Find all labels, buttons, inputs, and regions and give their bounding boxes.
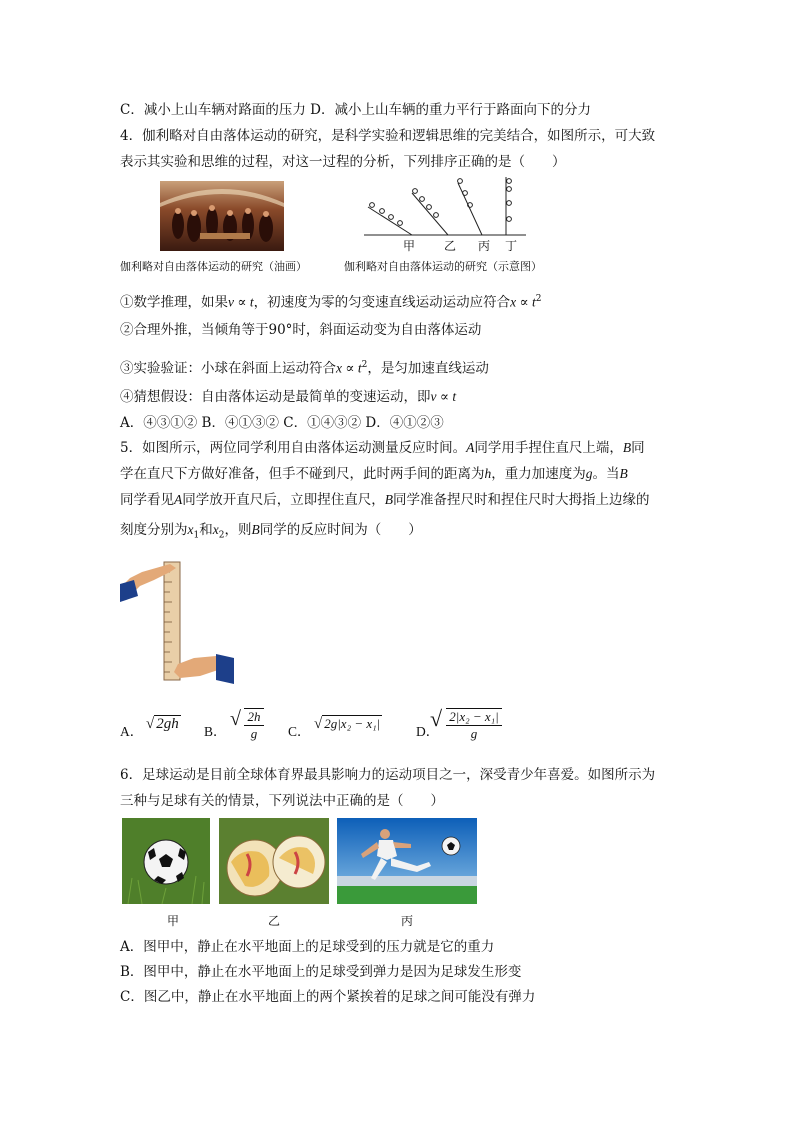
soccer-label-jia: 甲 [167,914,180,928]
q5-stem-line2: 学在直尺下方做好准备，但手不碰到尺，此时两手间的距离为h，重力加速度为g。当B [120,466,628,482]
soccer-image-bing [337,818,477,904]
soccer-image-jia [122,818,210,904]
diagram-label-jia: 甲 [403,239,416,253]
q4-stem-line1: 4．伽利略对自由落体运动的研究，是科学实验和逻辑思维的完美结合，如图所示，可大致 [120,128,656,144]
q6-option-c: C．图乙中，静止在水平地面上的两个紧挨着的足球之间可能没有弹力 [120,989,536,1005]
q5-option-d-label: D． [416,724,440,739]
diagram-label-bing: 丙 [478,239,491,253]
soccer-image-yi [219,818,329,904]
q5-option-c-sqrt: √ 2g|x₂ − x₁| [314,716,381,732]
soccer-label-bing: 丙 [401,914,414,928]
q6-option-a: A．图甲中，静止在水平地面上的足球受到的压力就是它的重力 [120,939,495,955]
q5-stem-line4: 刻度分别为$x_1$和$x_2$，则B同学的反应时间为（ ） [120,522,422,541]
q5-option-b-sqrt: √ [230,708,241,730]
diagram-caption: 伽利略对自由落体运动的研究（示意图） [344,260,542,273]
q3-option-cd: C．减小上山车辆对路面的压力 D．减小上山车辆的重力平行于路面向下的分力 [120,102,591,118]
q6-stem-line1: 6．足球运动是目前全球体育界最具影响力的运动项目之一，深受青少年喜爱。如图所示为 [120,767,656,783]
diagram-label-yi: 乙 [444,239,457,253]
q6-option-b: B．图甲中，静止在水平地面上的足球受到弹力是因为足球发生形变 [120,964,522,980]
q5-option-c-label: C． [288,724,311,739]
q4-stem-line2: 表示其实验和思维的过程，对这一过程的分析，下列排序正确的是（ ） [120,154,566,170]
painting-caption: 伽利略对自由落体运动的研究（油画） [120,260,307,273]
soccer-label-yi: 乙 [268,914,281,928]
ruler-hands-image [120,558,236,688]
galileo-painting-image [160,181,284,251]
q5-stem-line3: 同学看见A同学放开直尺后，立即捏住直尺，B同学准备捏尺时和捏住尺时大拇指上边缘的 [120,492,650,508]
q5-options: A． √ 2gh B． √ 2h g C． √ 2g|x₂ − x₁| D． √ 2|x₂ − x₁| g [120,708,640,754]
q4-options: A．④③①② B．④①③② C．①④③② D．④①②③ [120,415,444,431]
q5-option-b-label: B． [204,724,227,739]
q6-stem-line2: 三种与足球有关的情景，下列说法中正确的是（ ） [120,793,444,809]
q5-option-a-label: A． [120,724,144,739]
statement-3: ③实验验证：小球在斜面上运动符合$x \propto t^2$，是匀加速直线运动 [120,360,489,377]
statement-1: ①数学推理，如果v ∝ t，初速度为零的匀变速直线运动运动应符合$x \propto t^2$ [120,294,542,311]
statement-2: ②合理外推，当倾角等于90°时，斜面运动变为自由落体运动 [120,322,482,338]
diagram-label-ding: 丁 [505,239,518,253]
q5-stem-line1: 5．如图所示，两位同学利用自由落体运动测量反应时间。A同学用手捏住直尺上端，B同 [120,440,645,456]
q5-option-a-sqrt: √ 2gh [146,716,179,732]
statement-4: ④猜想假设：自由落体运动是最简单的变速运动，即v ∝ t [120,389,457,405]
q5-option-d-sqrt: √ [430,706,443,731]
